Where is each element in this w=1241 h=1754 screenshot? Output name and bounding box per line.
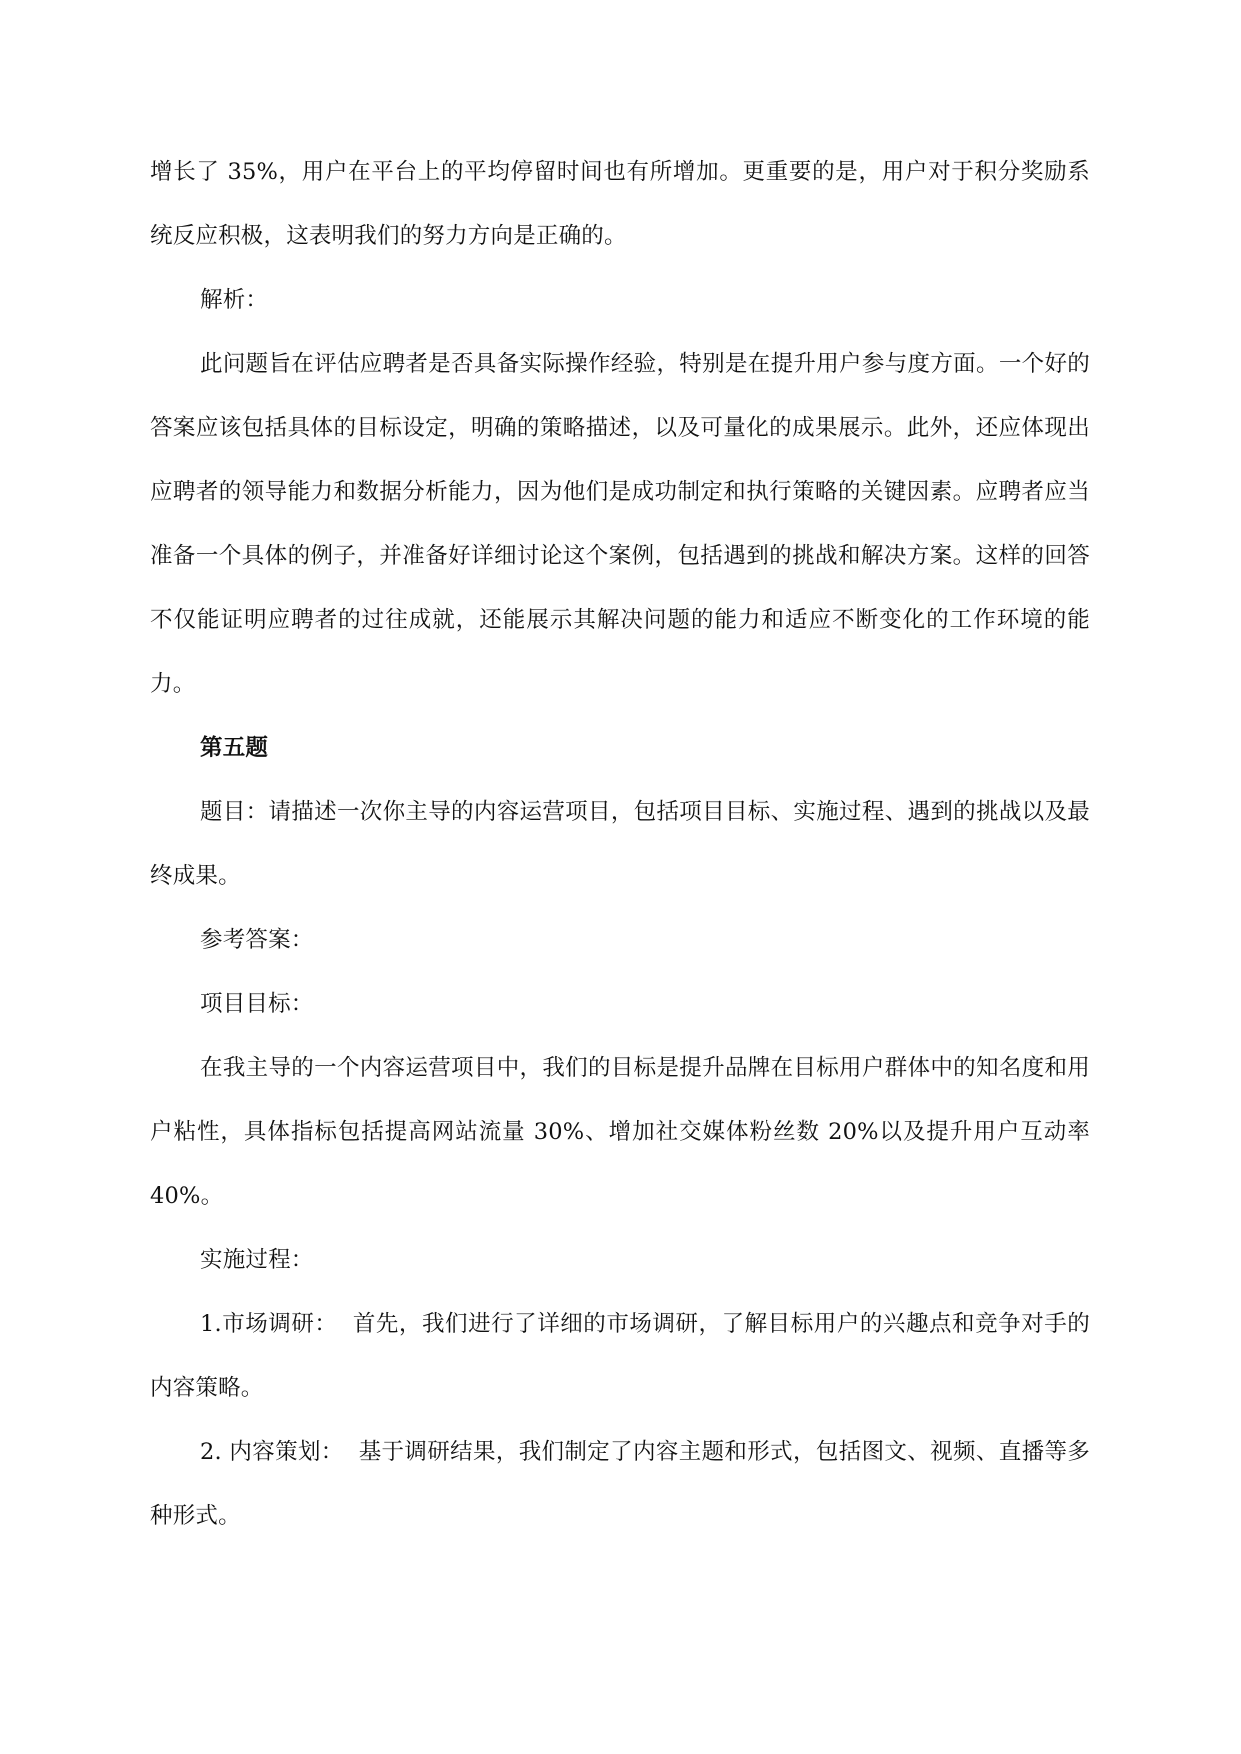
implementation-label: 实施过程： — [200, 1247, 314, 1273]
analysis-label: 解析： — [200, 287, 269, 313]
step-market-research: 1.市场调研： 首先，我们进行了详细的市场调研，了解目标用户的兴趣点和竞争对手的内容策略。 — [150, 1311, 1090, 1401]
step-content-planning: 2. 内容策划： 基于调研结果，我们制定了内容主题和形式，包括图文、视频、直播等多种形式。 — [150, 1439, 1090, 1529]
question-five-heading: 第五题 — [200, 735, 269, 761]
analysis-paragraph: 此问题旨在评估应聘者是否具备实际操作经验，特别是在提升用户参与度方面。一个好的答案应该包括具体的目标设定，明确的策略描述，以及可量化的成果展示。此外，还应体现出应聘者的领导能力和数据分析能力，因为他们是成功制定和执行策略的关键因素。应聘者应当准备一个具体的例子，并准备好详细讨论这个案例，包括遇到的挑战和解决方案。这样的回答不仅能证明应聘者的过往成就，还能展示其解决问题的能力和适应不断变化的工作环境的能力。 — [150, 351, 1090, 697]
project-goal-label: 项目目标： — [200, 991, 314, 1017]
reference-answer-label: 参考答案： — [200, 927, 314, 953]
project-goal-paragraph: 在我主导的一个内容运营项目中，我们的目标是提升品牌在目标用户群体中的知名度和用户粘性，具体指标包括提高网站流量 30%、增加社交媒体粉丝数 20%以及提升用户互动率 40%。 — [150, 1055, 1090, 1209]
paragraph-result-continuation: 增长了 35%，用户在平台上的平均停留时间也有所增加。更重要的是，用户对于积分奖励系统反应积极，这表明我们的努力方向是正确的。 — [150, 159, 1090, 249]
document-body — [150, 140, 1090, 1548]
question-five-prompt: 题目：请描述一次你主导的内容运营项目，包括项目目标、实施过程、遇到的挑战以及最终成果。 — [150, 799, 1090, 889]
